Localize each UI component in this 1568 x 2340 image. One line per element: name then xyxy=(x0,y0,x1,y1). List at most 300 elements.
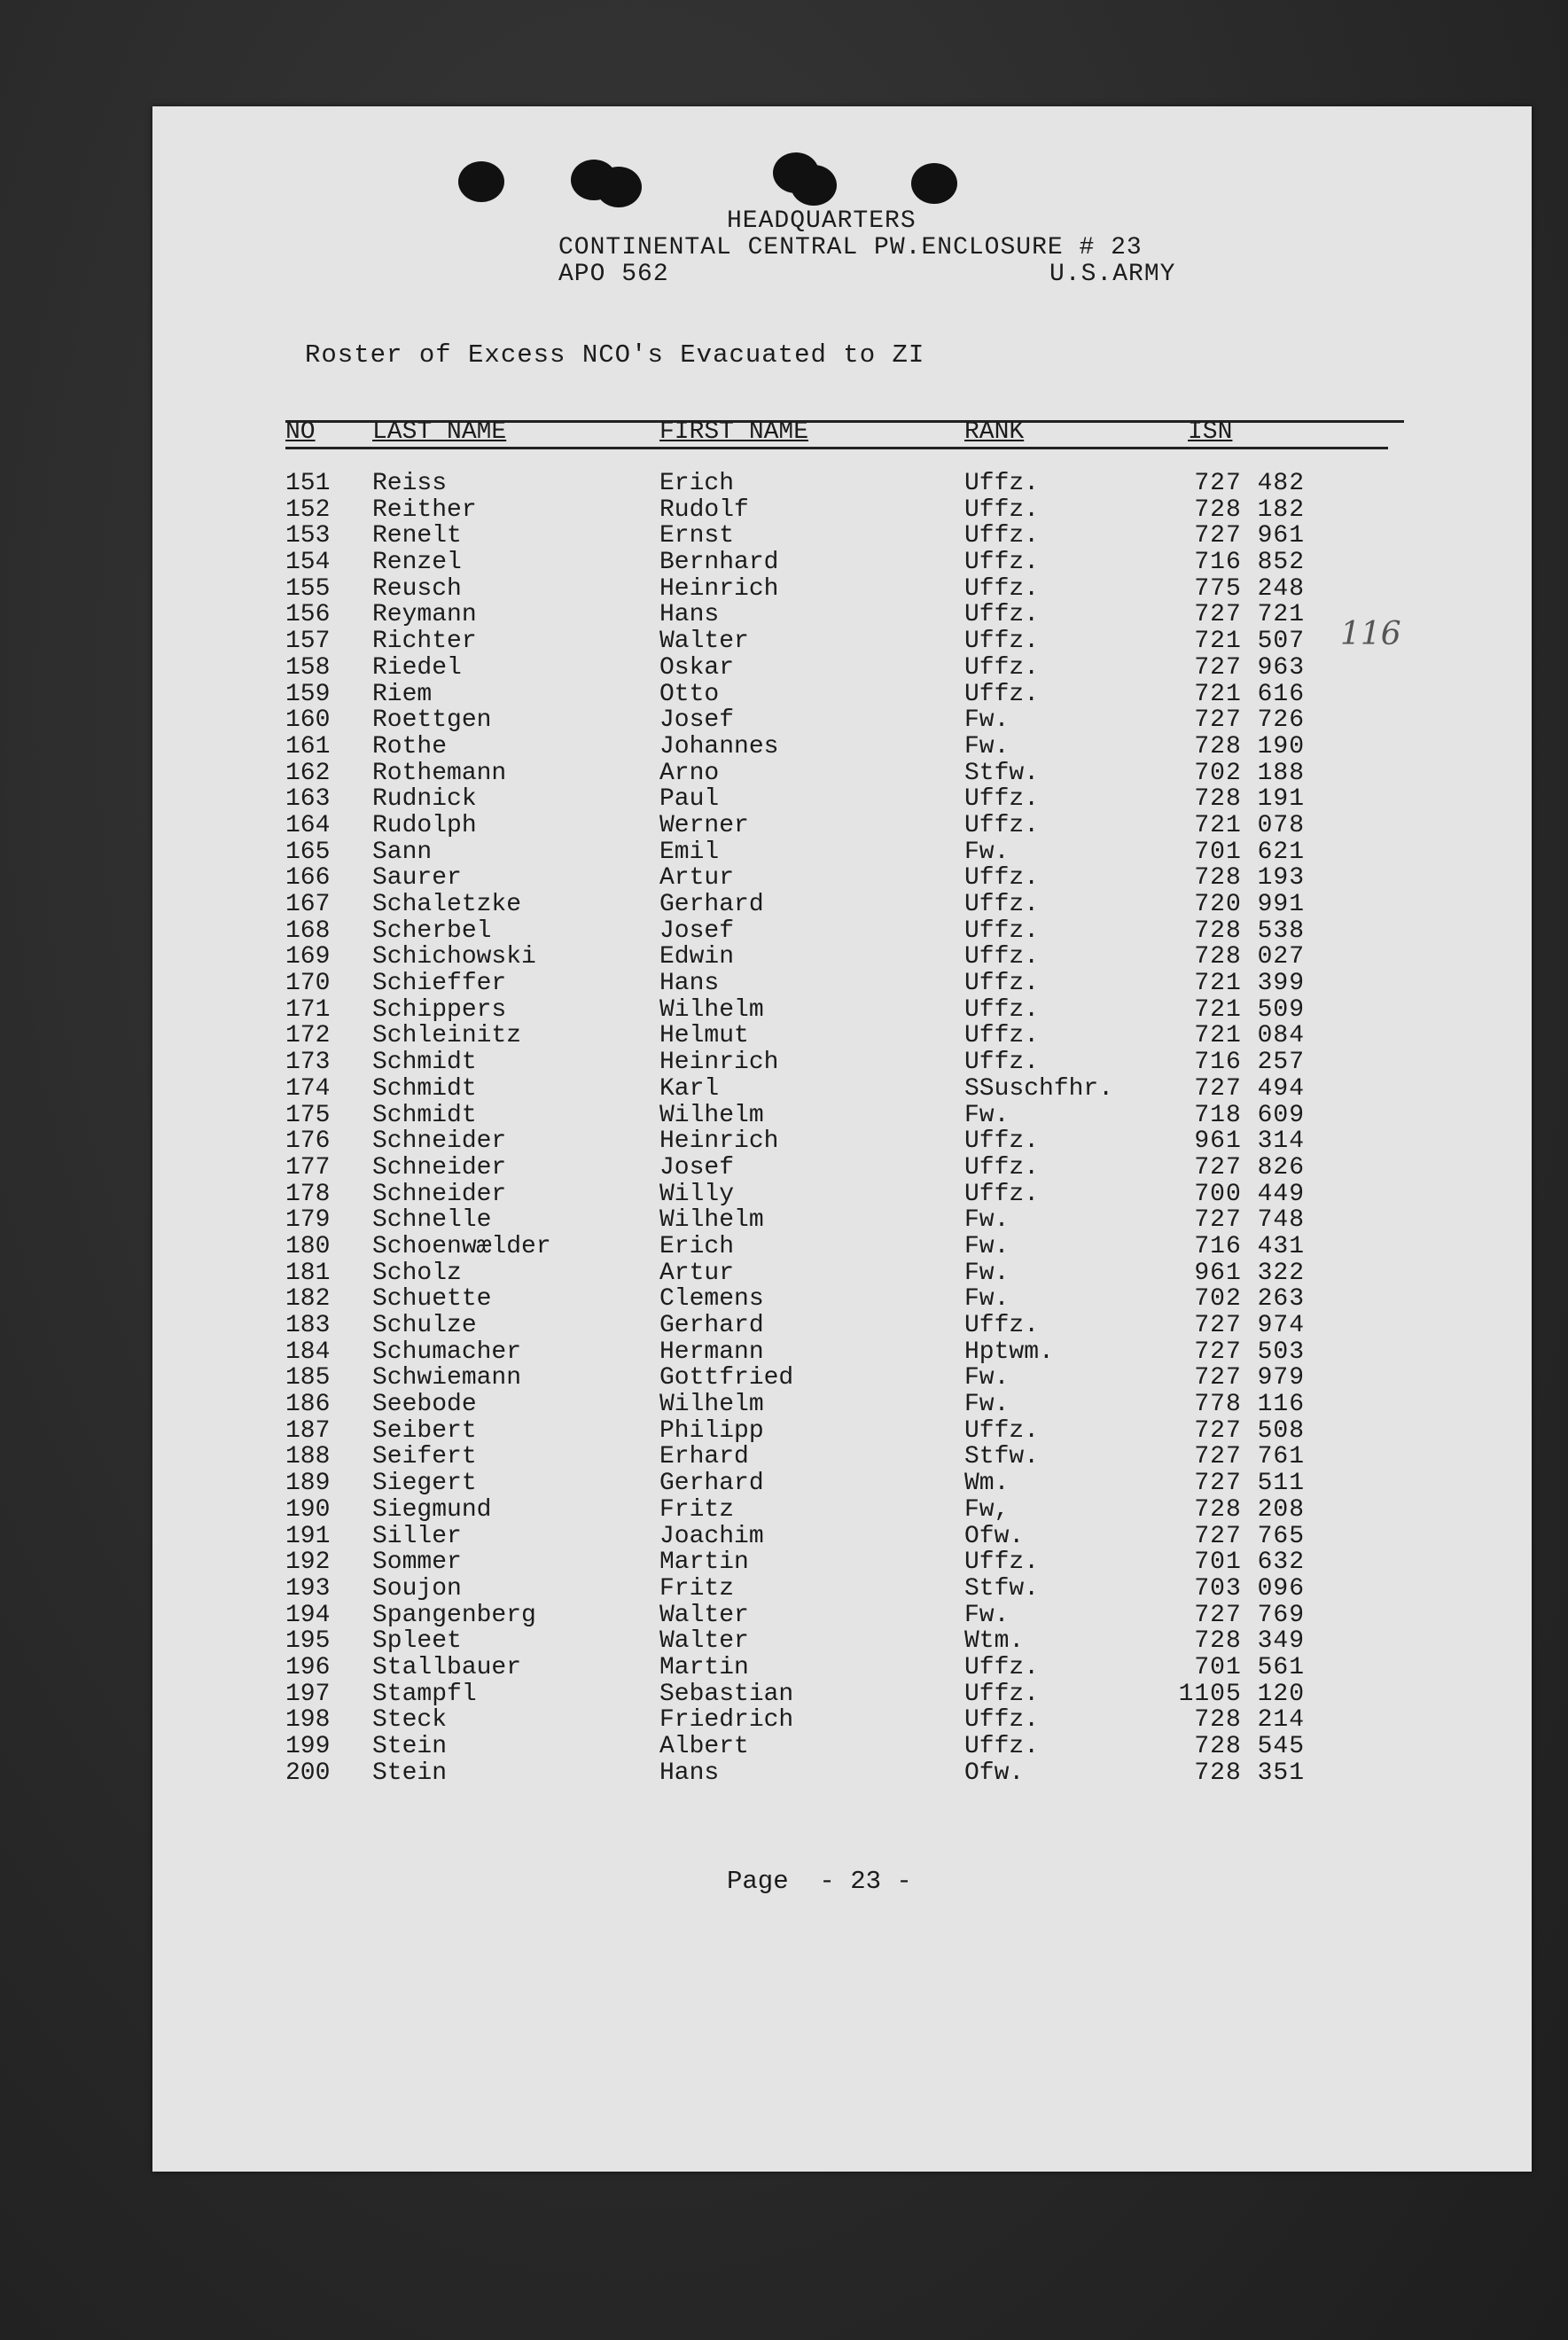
rank-cell: Hptwm. xyxy=(964,1338,1054,1366)
first-name-cell: Clemens xyxy=(659,1285,764,1314)
last-name-cell: Saurer xyxy=(372,864,462,893)
table-row xyxy=(152,1181,1532,1207)
last-name-cell: Sann xyxy=(372,838,433,866)
last-name-cell: Riem xyxy=(372,680,433,708)
rank-cell: Uffz. xyxy=(964,916,1040,945)
last-name-cell: Sommer xyxy=(372,1548,462,1577)
isn-cell: 728 545 xyxy=(1194,1733,1305,1760)
last-name-cell: Schnelle xyxy=(372,1206,492,1235)
isn-cell: 727 508 xyxy=(1194,1416,1305,1445)
rank-cell: Fw. xyxy=(964,1391,1010,1419)
isn-cell: 727 721 xyxy=(1194,601,1305,629)
rank-cell: Uffz. xyxy=(964,601,1040,629)
last-name-cell: Riedel xyxy=(372,653,462,682)
first-name-cell: Willy xyxy=(659,1180,735,1208)
table-row xyxy=(152,1575,1532,1602)
table-row xyxy=(152,1364,1532,1391)
isn-cell: 701 632 xyxy=(1194,1548,1305,1577)
table-row xyxy=(152,1049,1532,1075)
rank-cell: Uffz. xyxy=(964,995,1040,1024)
last-name-cell: Seibert xyxy=(372,1416,477,1445)
table-row xyxy=(152,1602,1532,1628)
rank-cell: SSuschfhr. xyxy=(964,1074,1114,1103)
last-name-cell: Rudolph xyxy=(372,811,477,839)
isn-cell: 727 769 xyxy=(1194,1601,1305,1629)
rank-cell: Stfw. xyxy=(964,1443,1040,1471)
last-name-cell: Schumacher xyxy=(372,1338,522,1366)
first-name-cell: Bernhard xyxy=(659,549,779,577)
rank-cell: Ofw. xyxy=(964,1759,1025,1787)
isn-cell: 716 257 xyxy=(1194,1049,1305,1077)
first-name-cell: Gerhard xyxy=(659,1312,764,1339)
isn-cell: 1105 120 xyxy=(1178,1680,1305,1708)
isn-cell: 727 503 xyxy=(1194,1338,1305,1366)
first-name-cell: Martin xyxy=(659,1653,749,1681)
isn-cell: 701 621 xyxy=(1194,838,1305,866)
last-name-cell: Renzel xyxy=(372,549,462,577)
table-row xyxy=(152,470,1532,496)
row-number: 180 xyxy=(285,1232,331,1260)
first-name-cell: Fritz xyxy=(659,1495,735,1524)
isn-cell: 727 748 xyxy=(1194,1206,1305,1235)
table-row xyxy=(152,1470,1532,1496)
rank-cell: Uffz. xyxy=(964,1706,1040,1735)
first-name-cell: Paul xyxy=(659,785,720,814)
last-name-cell: Reiss xyxy=(372,470,448,497)
last-name-cell: Roettgen xyxy=(372,706,492,735)
row-number: 166 xyxy=(285,864,331,893)
rank-cell: Fw. xyxy=(964,732,1010,760)
row-number: 169 xyxy=(285,943,331,971)
table-row xyxy=(152,522,1532,549)
table-row xyxy=(152,1681,1532,1707)
rank-cell: Uffz. xyxy=(964,470,1040,497)
isn-cell: 728 349 xyxy=(1194,1627,1305,1656)
table-row xyxy=(152,733,1532,760)
first-name-cell: Wilhelm xyxy=(659,1391,764,1419)
last-name-cell: Rudnick xyxy=(372,785,477,814)
rank-cell: Fw. xyxy=(964,838,1010,866)
first-name-cell: Erich xyxy=(659,470,735,497)
table-row xyxy=(152,1102,1532,1128)
rank-cell: Uffz. xyxy=(964,549,1040,577)
table-row xyxy=(152,601,1532,628)
isn-cell: 728 208 xyxy=(1194,1495,1305,1524)
col-header-last-name: LAST NAME xyxy=(372,418,507,446)
row-number: 200 xyxy=(285,1759,331,1787)
rank-cell: Uffz. xyxy=(964,1180,1040,1208)
first-name-cell: Johannes xyxy=(659,732,779,760)
table-row xyxy=(152,1154,1532,1181)
row-number: 174 xyxy=(285,1074,331,1103)
last-name-cell: Siller xyxy=(372,1522,462,1550)
row-number: 155 xyxy=(285,574,331,603)
last-name-cell: Scholz xyxy=(372,1259,462,1287)
rank-cell: Uffz. xyxy=(964,811,1040,839)
last-name-cell: Schuette xyxy=(372,1285,492,1314)
row-number: 188 xyxy=(285,1443,331,1471)
table-row xyxy=(152,549,1532,575)
table-row xyxy=(152,706,1532,733)
row-number: 163 xyxy=(285,785,331,814)
rank-cell: Uffz. xyxy=(964,1548,1040,1577)
punch-hole-5 xyxy=(791,165,837,206)
row-number: 158 xyxy=(285,653,331,682)
table-row xyxy=(152,1706,1532,1733)
first-name-cell: Martin xyxy=(659,1548,749,1577)
table-row xyxy=(152,891,1532,917)
first-name-cell: Josef xyxy=(659,1153,735,1182)
last-name-cell: Rothe xyxy=(372,732,448,760)
table-row xyxy=(152,654,1532,681)
header-rule-bottom xyxy=(285,447,1388,449)
rank-cell: Uffz. xyxy=(964,943,1040,971)
last-name-cell: Seebode xyxy=(372,1391,477,1419)
isn-cell: 727 961 xyxy=(1194,522,1305,550)
row-number: 178 xyxy=(285,1180,331,1208)
first-name-cell: Walter xyxy=(659,1601,749,1629)
rank-cell: Fw. xyxy=(964,1364,1010,1392)
row-number: 161 xyxy=(285,732,331,760)
last-name-cell: Seifert xyxy=(372,1443,477,1471)
last-name-cell: Schoenwælder xyxy=(372,1232,551,1260)
first-name-cell: Hans xyxy=(659,1759,720,1787)
last-name-cell: Reusch xyxy=(372,574,462,603)
isn-cell: 721 509 xyxy=(1194,995,1305,1024)
rank-cell: Fw. xyxy=(964,1206,1010,1235)
table-row xyxy=(152,970,1532,996)
table-row xyxy=(152,1338,1532,1365)
last-name-cell: Stampfl xyxy=(372,1680,477,1708)
table-row xyxy=(152,1285,1532,1312)
row-number: 199 xyxy=(285,1733,331,1760)
table-row xyxy=(152,1312,1532,1338)
isn-cell: 702 188 xyxy=(1194,759,1305,787)
rank-cell: Uffz. xyxy=(964,970,1040,998)
isn-cell: 727 511 xyxy=(1194,1470,1305,1498)
row-number: 185 xyxy=(285,1364,331,1392)
first-name-cell: Wilhelm xyxy=(659,1206,764,1235)
first-name-cell: Gerhard xyxy=(659,891,764,918)
table-row xyxy=(152,760,1532,786)
last-name-cell: Schaletzke xyxy=(372,891,522,918)
isn-cell: 727 482 xyxy=(1194,470,1305,497)
row-number: 193 xyxy=(285,1574,331,1603)
rank-cell: Ofw. xyxy=(964,1522,1025,1550)
row-number: 164 xyxy=(285,811,331,839)
table-row xyxy=(152,1443,1532,1470)
row-number: 196 xyxy=(285,1653,331,1681)
isn-cell: 961 322 xyxy=(1194,1259,1305,1287)
row-number: 175 xyxy=(285,1101,331,1129)
table-row xyxy=(152,496,1532,523)
row-number: 153 xyxy=(285,522,331,550)
punch-hole-6 xyxy=(911,163,957,204)
rank-cell: Fw. xyxy=(964,1101,1010,1129)
row-number: 156 xyxy=(285,601,331,629)
row-number: 183 xyxy=(285,1312,331,1339)
last-name-cell: Reymann xyxy=(372,601,477,629)
isn-cell: 728 538 xyxy=(1194,916,1305,945)
row-number: 189 xyxy=(285,1470,331,1498)
table-row xyxy=(152,917,1532,944)
isn-cell: 702 263 xyxy=(1194,1285,1305,1314)
rank-cell: Uffz. xyxy=(964,1153,1040,1182)
row-number: 194 xyxy=(285,1601,331,1629)
isn-cell: 728 027 xyxy=(1194,943,1305,971)
row-number: 171 xyxy=(285,995,331,1024)
row-number: 198 xyxy=(285,1706,331,1735)
table-row xyxy=(152,575,1532,602)
isn-cell: 720 991 xyxy=(1194,891,1305,918)
last-name-cell: Schippers xyxy=(372,995,507,1024)
first-name-cell: Ernst xyxy=(659,522,735,550)
last-name-cell: Schieffer xyxy=(372,970,507,998)
rank-cell: Uffz. xyxy=(964,1312,1040,1339)
handwritten-number: 116 xyxy=(1340,616,1401,652)
row-number: 182 xyxy=(285,1285,331,1314)
rank-cell: Uffz. xyxy=(964,495,1040,524)
rank-cell: Uffz. xyxy=(964,574,1040,603)
first-name-cell: Rudolf xyxy=(659,495,749,524)
last-name-cell: Soujon xyxy=(372,1574,462,1603)
table-row xyxy=(152,628,1532,654)
rank-cell: Fw. xyxy=(964,1601,1010,1629)
first-name-cell: Walter xyxy=(659,1627,749,1656)
row-number: 172 xyxy=(285,1022,331,1050)
last-name-cell: Schwiemann xyxy=(372,1364,522,1392)
rank-cell: Uffz. xyxy=(964,522,1040,550)
table-row xyxy=(152,1391,1532,1417)
rank-cell: Uffz. xyxy=(964,680,1040,708)
row-number: 186 xyxy=(285,1391,331,1419)
row-number: 154 xyxy=(285,549,331,577)
first-name-cell: Helmut xyxy=(659,1022,749,1050)
table-row xyxy=(152,1260,1532,1286)
first-name-cell: Werner xyxy=(659,811,749,839)
table-row xyxy=(152,838,1532,865)
first-name-cell: Erich xyxy=(659,1232,735,1260)
col-header-isn: ISN xyxy=(1188,418,1233,446)
last-name-cell: Schmidt xyxy=(372,1074,477,1103)
rank-cell: Uffz. xyxy=(964,864,1040,893)
rank-cell: Uffz. xyxy=(964,653,1040,682)
table-row xyxy=(152,1496,1532,1523)
isn-cell: 727 765 xyxy=(1194,1522,1305,1550)
isn-cell: 728 214 xyxy=(1194,1706,1305,1735)
table-row xyxy=(152,1548,1532,1575)
row-number: 157 xyxy=(285,628,331,656)
first-name-cell: Karl xyxy=(659,1074,720,1103)
first-name-cell: Heinrich xyxy=(659,1127,779,1156)
first-name-cell: Friedrich xyxy=(659,1706,794,1735)
first-name-cell: Hans xyxy=(659,601,720,629)
row-number: 184 xyxy=(285,1338,331,1366)
isn-cell: 775 248 xyxy=(1194,574,1305,603)
col-header-first-name: FIRST NAME xyxy=(659,418,809,446)
first-name-cell: Wilhelm xyxy=(659,1101,764,1129)
page-footer: Page - 23 - xyxy=(727,1867,912,1896)
header-enclosure: CONTINENTAL CENTRAL PW.ENCLOSURE # 23 xyxy=(558,234,1143,261)
header-title: HEADQUARTERS xyxy=(727,207,917,235)
last-name-cell: Schmidt xyxy=(372,1101,477,1129)
isn-cell: 728 190 xyxy=(1194,732,1305,760)
rank-cell: Wtm. xyxy=(964,1627,1025,1656)
first-name-cell: Arno xyxy=(659,759,720,787)
table-row xyxy=(152,1759,1532,1786)
last-name-cell: Schmidt xyxy=(372,1049,477,1077)
last-name-cell: Siegert xyxy=(372,1470,477,1498)
roster-table xyxy=(152,470,1532,1785)
table-row xyxy=(152,1206,1532,1233)
isn-cell: 703 096 xyxy=(1194,1574,1305,1603)
first-name-cell: Joachim xyxy=(659,1522,764,1550)
isn-cell: 721 078 xyxy=(1194,811,1305,839)
table-row xyxy=(152,1733,1532,1759)
rank-cell: Stfw. xyxy=(964,1574,1040,1603)
header-army: U.S.ARMY xyxy=(1049,261,1176,288)
row-number: 197 xyxy=(285,1680,331,1708)
isn-cell: 700 449 xyxy=(1194,1180,1305,1208)
first-name-cell: Josef xyxy=(659,706,735,735)
isn-cell: 727 974 xyxy=(1194,1312,1305,1339)
last-name-cell: Stein xyxy=(372,1733,448,1760)
rank-cell: Fw, xyxy=(964,1495,1010,1524)
table-row xyxy=(152,1417,1532,1444)
table-row xyxy=(152,1654,1532,1681)
isn-cell: 721 616 xyxy=(1194,680,1305,708)
row-number: 160 xyxy=(285,706,331,735)
rank-cell: Uffz. xyxy=(964,628,1040,656)
row-number: 179 xyxy=(285,1206,331,1235)
rank-cell: Stfw. xyxy=(964,759,1040,787)
last-name-cell: Steck xyxy=(372,1706,448,1735)
rank-cell: Fw. xyxy=(964,1285,1010,1314)
col-header-rank: RANK xyxy=(964,418,1025,446)
last-name-cell: Spleet xyxy=(372,1627,462,1656)
isn-cell: 728 191 xyxy=(1194,785,1305,814)
last-name-cell: Richter xyxy=(372,628,477,656)
isn-cell: 727 494 xyxy=(1194,1074,1305,1103)
row-number: 173 xyxy=(285,1049,331,1077)
rank-cell: Uffz. xyxy=(964,1733,1040,1760)
isn-cell: 778 116 xyxy=(1194,1391,1305,1419)
first-name-cell: Albert xyxy=(659,1733,749,1760)
first-name-cell: Wilhelm xyxy=(659,995,764,1024)
table-row xyxy=(152,681,1532,707)
last-name-cell: Schichowski xyxy=(372,943,536,971)
table-row xyxy=(152,1127,1532,1154)
last-name-cell: Spangenberg xyxy=(372,1601,536,1629)
isn-cell: 727 963 xyxy=(1194,653,1305,682)
last-name-cell: Stallbauer xyxy=(372,1653,522,1681)
isn-cell: 727 726 xyxy=(1194,706,1305,735)
document-page xyxy=(152,106,1532,2172)
row-number: 192 xyxy=(285,1548,331,1577)
isn-cell: 727 826 xyxy=(1194,1153,1305,1182)
last-name-cell: Schneider xyxy=(372,1153,507,1182)
row-number: 167 xyxy=(285,891,331,918)
first-name-cell: Heinrich xyxy=(659,574,779,603)
first-name-cell: Erhard xyxy=(659,1443,749,1471)
first-name-cell: Artur xyxy=(659,864,735,893)
last-name-cell: Reither xyxy=(372,495,477,524)
last-name-cell: Rothemann xyxy=(372,759,507,787)
isn-cell: 721 084 xyxy=(1194,1022,1305,1050)
row-number: 168 xyxy=(285,916,331,945)
isn-cell: 727 761 xyxy=(1194,1443,1305,1471)
first-name-cell: Oskar xyxy=(659,653,735,682)
first-name-cell: Emil xyxy=(659,838,720,866)
header-apo: APO 562 xyxy=(558,261,669,288)
table-row xyxy=(152,996,1532,1023)
last-name-cell: Siegmund xyxy=(372,1495,492,1524)
rank-cell: Uffz. xyxy=(964,1127,1040,1156)
row-number: 187 xyxy=(285,1416,331,1445)
isn-cell: 728 351 xyxy=(1194,1759,1305,1787)
table-row xyxy=(152,1022,1532,1049)
first-name-cell: Walter xyxy=(659,628,749,656)
row-number: 191 xyxy=(285,1522,331,1550)
last-name-cell: Schleinitz xyxy=(372,1022,522,1050)
first-name-cell: Edwin xyxy=(659,943,735,971)
rank-cell: Uffz. xyxy=(964,1653,1040,1681)
rank-cell: Fw. xyxy=(964,1259,1010,1287)
table-row xyxy=(152,1233,1532,1260)
row-number: 151 xyxy=(285,470,331,497)
row-number: 195 xyxy=(285,1627,331,1656)
col-header-no: NO xyxy=(285,418,316,446)
roster-title: Roster of Excess NCO's Evacuated to ZI xyxy=(305,340,925,370)
first-name-cell: Gottfried xyxy=(659,1364,794,1392)
table-row xyxy=(152,1523,1532,1549)
isn-cell: 701 561 xyxy=(1194,1653,1305,1681)
table-row xyxy=(152,1627,1532,1654)
table-row xyxy=(152,1075,1532,1102)
first-name-cell: Otto xyxy=(659,680,720,708)
first-name-cell: Heinrich xyxy=(659,1049,779,1077)
rank-cell: Wm. xyxy=(964,1470,1010,1498)
row-number: 170 xyxy=(285,970,331,998)
first-name-cell: Philipp xyxy=(659,1416,764,1445)
first-name-cell: Hans xyxy=(659,970,720,998)
first-name-cell: Artur xyxy=(659,1259,735,1287)
row-number: 152 xyxy=(285,495,331,524)
rank-cell: Uffz. xyxy=(964,1416,1040,1445)
table-row xyxy=(152,785,1532,812)
punch-hole-3 xyxy=(596,167,642,207)
first-name-cell: Josef xyxy=(659,916,735,945)
table-row xyxy=(152,812,1532,838)
isn-cell: 727 979 xyxy=(1194,1364,1305,1392)
isn-cell: 721 507 xyxy=(1194,628,1305,656)
punch-hole-1 xyxy=(458,161,504,202)
last-name-cell: Schulze xyxy=(372,1312,477,1339)
isn-cell: 728 193 xyxy=(1194,864,1305,893)
rank-cell: Uffz. xyxy=(964,891,1040,918)
rank-cell: Fw. xyxy=(964,1232,1010,1260)
row-number: 181 xyxy=(285,1259,331,1287)
last-name-cell: Renelt xyxy=(372,522,462,550)
last-name-cell: Scherbel xyxy=(372,916,492,945)
first-name-cell: Sebastian xyxy=(659,1680,794,1708)
last-name-cell: Schneider xyxy=(372,1180,507,1208)
rank-cell: Uffz. xyxy=(964,1022,1040,1050)
table-row xyxy=(152,864,1532,891)
row-number: 177 xyxy=(285,1153,331,1182)
first-name-cell: Hermann xyxy=(659,1338,764,1366)
isn-cell: 718 609 xyxy=(1194,1101,1305,1129)
